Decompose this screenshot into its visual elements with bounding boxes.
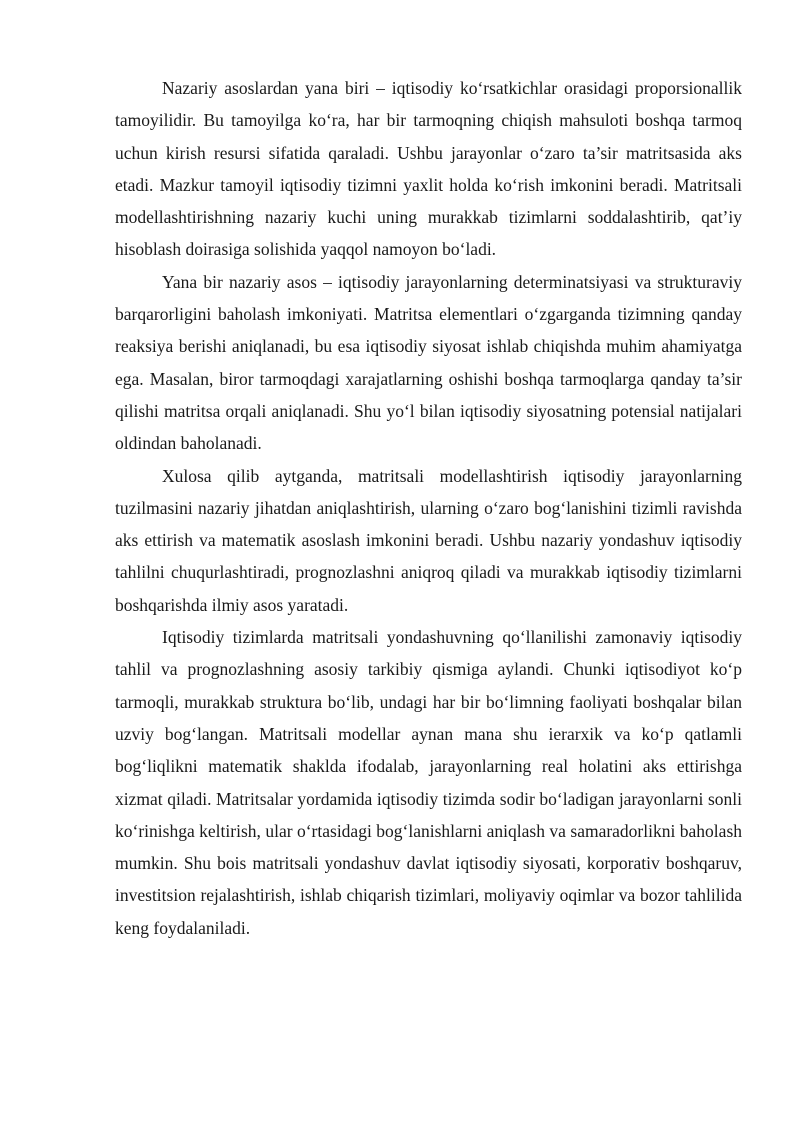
paragraph-determination: Yana bir nazariy asos – iqtisodiy jarayonlarning determinatsiyasi va strukturaviy barqarorligini baholash imkoniyati. Matritsa elementlari o‘zgarganda tizimning qanday reaksiya berishi aniqlanadi, bu esa iqtisodiy siyosat ishlab chiqishda muhim ahamiyatga ega. Masalan, biror tarmoqdagi xarajatlarning oshishi boshqa tarmoqlarga qanday ta’sir qilishi matritsa orqali aniqlanadi. Shu yo‘l bilan iqtisodiy siyosatning potensial natijalari oldindan baholanadi. bbox=[115, 271, 742, 454]
paragraph-conclusion: Xulosa qilib aytganda, matritsali modellashtirish iqtisodiy jarayonlarning tuzilmasini nazariy jihatdan aniqlashtirish, ularning o‘zaro bog‘lanishini tizimli ravishda aks ettirish va matematik asoslash imkonini beradi. Ushbu nazariy yondashuv iqtisodiy tahlilni chuqurlashtiradi, prognozlashni aniqroq qiladi va murakkab iqtisodiy tizimlarni boshqarishda ilmiy asos yaratadi. bbox=[115, 465, 742, 615]
paragraph-matrix-approach: Iqtisodiy tizimlarda matritsali yondashuvning qo‘llanilishi zamonaviy iqtisodiy tahlil va prognozlashning asosiy tarkibiy qismiga aylandi. Chunki iqtisodiyot ko‘p tarmoqli, murakkab struktura bo‘lib, undagi har bir bo‘limning faoliyati boshqalar bilan uzviy bog‘langan. Matritsali modellar aynan mana shu ierarxik va ko‘p qatlamli bog‘liqlikni matematik shaklda ifodalab, jarayonlarning real holatini aks ettirishga xizmat qiladi. Matritsalar yordamida iqtisodiy tizimda sodir bo‘ladigan jarayonlarni sonli ko‘rinishga keltirish, ular o‘rtasidagi bog‘lanishlarni aniqlash va samaradorlikni baholash mumkin. Shu bois matritsali yondashuv davlat iqtisodiy siyosati, korporativ boshqaruv, investitsion rejalashtirish, ishlab chiqarish tizimlari, moliyaviy oqimlar va bozor tahlilida keng foydalaniladi. bbox=[115, 627, 742, 938]
paragraph-proportionality: Nazariy asoslardan yana biri – iqtisodiy ko‘rsatkichlar orasidagi proporsionallik tamoyilidir. Bu tamoyilga ko‘ra, har bir tarmoqning chiqish mahsuloti boshqa tarmoq uchun kirish resursi sifatida qaraladi. Ushbu jarayonlar o‘zaro ta’sir matritsasida aks etadi. Mazkur tamoyil iqtisodiy tizimni yaxlit holda ko‘rish imkonini beradi. Matritsali modellashtirishning nazariy kuchi uning murakkab tizimlarni soddalashtirib, qat’iy hisoblash doirasiga solishida yaqqol namoyon bo‘ladi. bbox=[115, 78, 742, 260]
document-page bbox=[115, 72, 742, 944]
